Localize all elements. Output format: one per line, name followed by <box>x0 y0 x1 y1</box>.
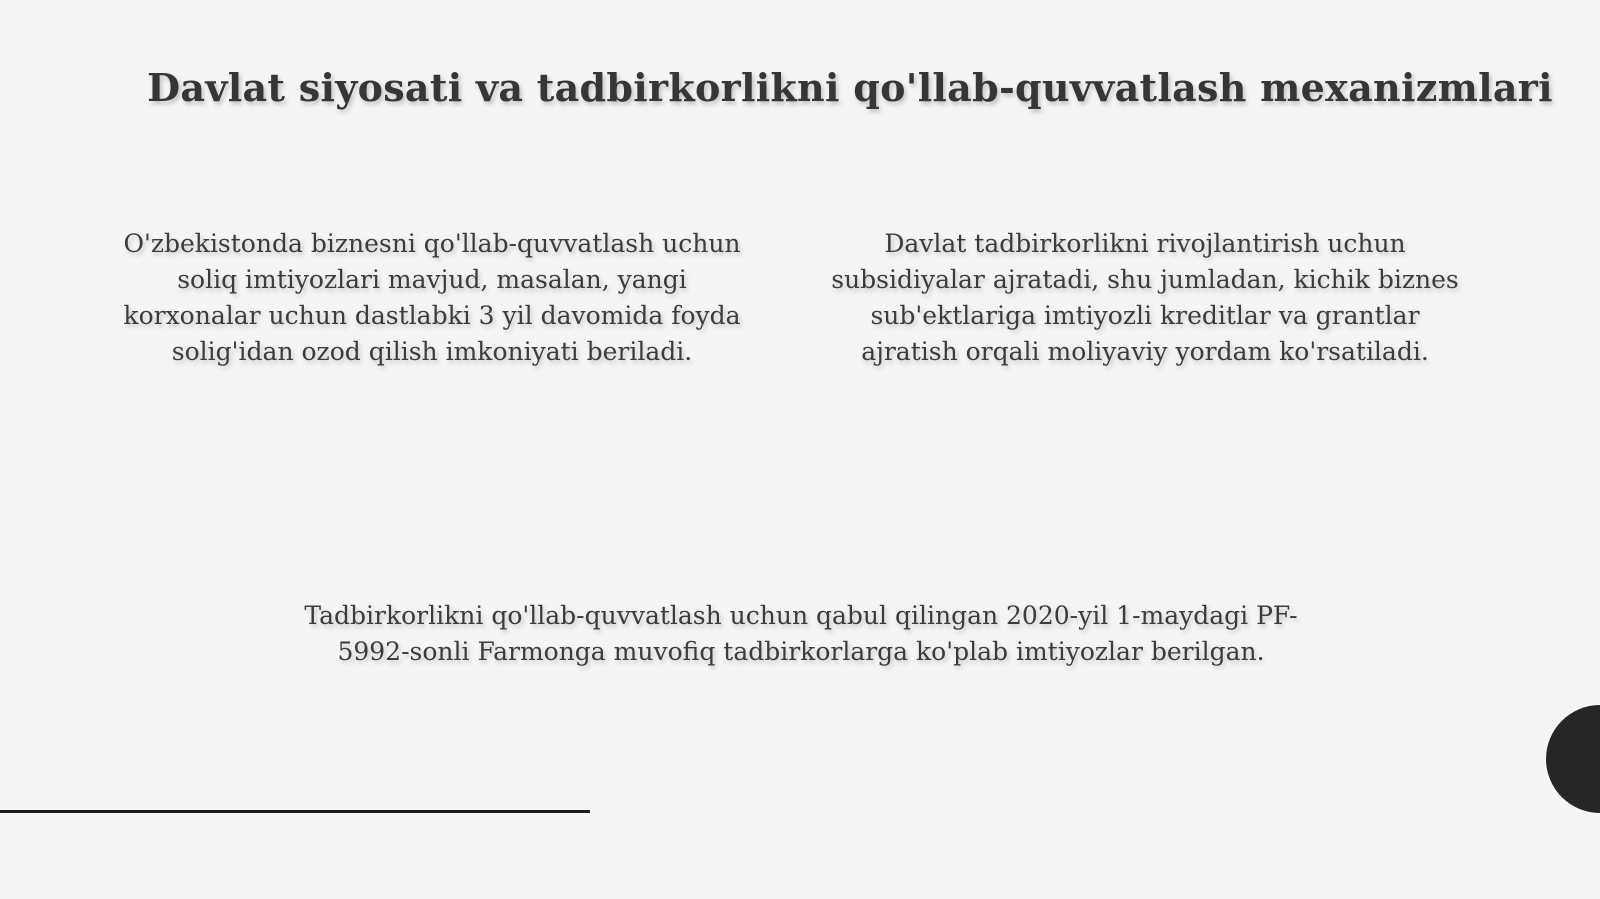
paragraph-tax-benefits: O'zbekistonda biznesni qo'llab-quvvatlash uchun soliq imtiyozlari mavjud, masalan, yangi korxonalar uchun dastlabki 3 yil davomida foyda solig'idan ozod qilish imkoniyati beriladi. <box>123 229 741 366</box>
decorative-half-circle <box>1546 705 1600 813</box>
slide-title: Davlat siyosati va tadbirkorlikni qo'llab-quvvatlash mexanizmlari <box>147 65 1553 110</box>
paragraph-decree: Tadbirkorlikni qo'llab-quvvatlash uchun qabul qilingan 2020-yil 1-maydagi PF-5992-sonli Farmonga muvofiq tadbirkorlarga ko'plab imtiyozlar berilgan. <box>304 601 1298 666</box>
decorative-divider-line <box>0 810 590 813</box>
paragraph-subsidies: Davlat tadbirkorlikni rivojlantirish uchun subsidiyalar ajratadi, shu jumladan, kichik biznes sub'ektlariga imtiyozli kreditlar va grantlar ajratish orqali moliyaviy yordam ko'rsatiladi. <box>831 229 1459 366</box>
